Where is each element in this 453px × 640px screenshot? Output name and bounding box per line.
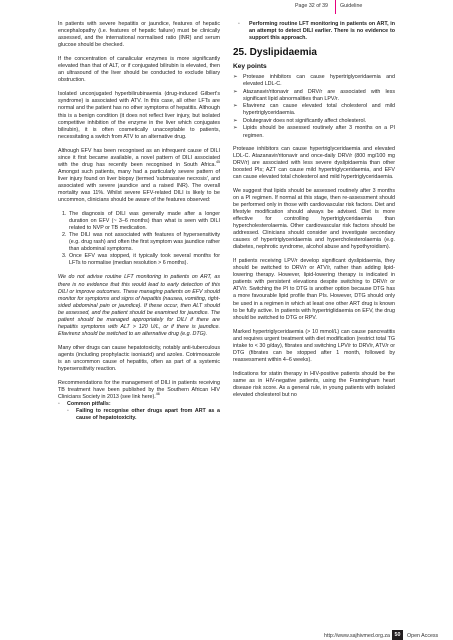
page-indicator: Page 32 of 39	[295, 3, 328, 9]
pitfall-item	[58, 408, 220, 422]
page-header	[0, 0, 453, 14]
paragraph: Isolated unconjugated hyperbilirubinaemia (drug-induced Gilbert's syndrome) is associated with ATV. In this case, all other LFTs are normal and the patient has no other symptoms of hepatitis. Although this is a benign condition (it does not reflect liver injury, but isolated competitive inhibition of the enzyme in the liver which conjugates bilirubin), it is often cosmetically unacceptable to patients, necessitating a switch from ATV to an alternative drug.	[58, 91, 220, 140]
bullet-marker: ◦	[238, 21, 240, 27]
pitfall-text: Performing routine LFT monitoring in patients on ART, in an attempt to detect DILI earlier. There is no evidence to support this approach.	[249, 21, 395, 42]
key-points-heading: Key points	[233, 63, 267, 71]
pitfall-item	[233, 21, 395, 42]
paragraph: In patients with severe hepatitis or jaundice, features of hepatic encephalopathy (i.e. features of hepatic failure) must be clinically assessed, and the international normalised ratio (INR) and serum glucose should be checked.	[58, 21, 220, 49]
key-point	[233, 118, 395, 125]
arrow-bullet-icon: ➢	[233, 117, 238, 124]
key-point-text: Dolutegravir does not significantly affect cholesterol.	[243, 117, 367, 124]
paragraph: If patients receiving LPV/r develop significant dyslipidaemia, they should be switched to DRV/r or ATV/r, rather than adding lipid-lowering therapy. However, lipid-lowering therapy is indicated in patients with persistent elevations despite switching to DRV/r or ATV/r. Switching the PI to DTG is another option because DTG has a more favourable lipid profile than PIs. However, DTG should only be used in a regimen in which at least one other ART drug is known to be fully active. In patients with hypertriglidaemia on EFV, the drug should be switched to DTG or RPV.	[233, 258, 395, 321]
arrow-bullet-icon: ➢	[233, 88, 238, 95]
paragraph: Indications for statin therapy in HIV-positive patients should be the same as in HIV-negative patients, using the Framingham heart disease risk score. As a general rule, in young patients with isolated elevated cholesterol but no	[233, 370, 395, 399]
paragraph: We suggest that lipids should be assessed routinely after 3 months on a PI regimen. If normal at this stage, then re-assessment should be performed only in those with cardiovascular risk factors. Diet and lifestyle modification should always be advised. Diet is more effective for controlling hypertriglyceridaemia than hypercholesterolaemia. Other cardiovascular risk factors should be addressed. Clinicians should consider and investigate secondary causes of hypertriglyceridaemia and hypercholesterolaemia (e.g. diabetes, nephrotic syndrome, alcohol abuse and hypothyroidism).	[233, 187, 395, 251]
arrow-bullet-icon: ➢	[233, 125, 238, 132]
reference-marker: 46	[155, 392, 160, 397]
arrow-bullet-icon: ➢	[233, 103, 238, 110]
pitfalls-list	[58, 401, 220, 422]
key-points-list	[233, 74, 395, 139]
arrow-bullet-icon: ➢	[233, 74, 238, 81]
key-point	[233, 89, 395, 103]
paragraph-text: Amongst such patients, many had a particularly severe pattern of liver injury found on liver biopsy (termed 'submassive necrosis', and associated with severe jaundice and a raised INR). The overall mortality was 11%. Whilst severe EFV-related DILI is likely to be uncommon, clinicians should be aware of the features observed:	[58, 168, 220, 204]
list-item: 2. The DILI was not associated with features of hypersensitivity (e.g. drug rash) and often the first symptom was jaundice rather than abdominal symptoms.	[68, 232, 220, 253]
section-heading: 25. Dyslipidaemia	[233, 47, 317, 59]
paragraph: Protease inhibitors can cause hypertriglyceridaemia and elevated LDL-C. Atazanavir/ritonavir and once-daily DRV/r (800 mg/100 mg DRV/r) are associated with less severe dyslipidaemia than other boosted PIs; AZT can cause mild hypertriglyceridaemia, and EFV can cause elevated total cholesterol and mild hypertriglyceridaemia.	[233, 145, 395, 180]
journal-link[interactable]: http://www.sajhivmed.org.za	[324, 633, 390, 639]
bullet-marker: ◦	[58, 401, 60, 408]
paragraph: If the concentration of canalicular enzymes is more significantly elevated than that of ALT, or if conjugated bilirubin is elevated, then an ultrasound of the liver should be conducted to exclude biliary obstruction.	[58, 56, 220, 84]
open-access-label: Open Access	[407, 633, 439, 639]
pitfalls-heading	[58, 401, 220, 408]
pitfalls-label: Common pitfalls:	[67, 401, 111, 408]
key-point-text: Atazanavir/ritonavir and DRV/r are associated with less significant lipid abnormalities than LPV/r.	[243, 88, 395, 102]
list-item: 3. Once EFV was stopped, it typically took several months for LFTs to normalise (median resolution > 6 months).	[68, 253, 220, 267]
key-point-text: Protease inhibitors can cause hypertriglyceridaemia and elevated LDL-C.	[243, 74, 395, 88]
key-point	[233, 125, 395, 139]
efv-features-list	[58, 211, 220, 267]
section-label: Guideline	[340, 3, 363, 9]
list-item: 1. The diagnosis of DILI was generally made after a longer duration on EFV (~ 3–6 months) than what is seen with DILI related to NVP or TB medication.	[68, 211, 220, 232]
page-number: 50	[392, 630, 403, 640]
paragraph: Many other drugs can cause hepatotoxicity, notably anti-tuberculous agents (including prophylactic isoniazid) and azoles. Cotrimoxazole is an uncommon cause of hepatitis, often as part of a systemic hypersensitivity reaction.	[58, 344, 220, 373]
paragraph	[58, 380, 220, 401]
key-point-text: Efavirenz can cause elevated total cholesterol and mild hypertriglyceridaemia.	[243, 103, 395, 117]
header-divider	[335, 0, 336, 14]
emphasized-text: We do not advise routine LFT monitoring in patients on ART, as there is no evidence that this would lead to early detection of this DILI or improve outcomes. These managing patients on EFV should monitor for symptoms and signs of hepatitis (nausea, vomiting, right-sided abdominal pain or jaundice). If these occur, then ALT should be assessed, and the patient should be examined for jaundice. The patient should be managed appropriately for DILI if there are hepatitis symptoms with ALT > 120 U/L, or if there is jaundice. Efavirenz should be switched to an alternative drug (e.g. DTG).	[58, 274, 220, 337]
paragraph-text: Recommendations for the management of DILI in patients receiving TB treatment have been published by the Southern African HIV Clinicians Society in 2013 (see link here).	[58, 380, 220, 401]
paragraph-text: Although EFV has been recognised as an infrequent cause of DILI since it first became available, a novel pattern of DILI associated with the drug has recently been recognised in South Africa.	[58, 147, 220, 168]
pitfall-text: Failing to recognise other drugs apart from ART as a cause of hepatotoxicity.	[76, 408, 220, 422]
right-column	[233, 21, 395, 406]
key-point	[233, 74, 395, 88]
key-point-text: Lipids should be assessed routinely after 3 months on a PI regimen.	[243, 125, 395, 139]
paragraph: Marked hypertriglyceridaemia (> 10 mmol/L) can cause pancreatitis and requires urgent treatment with diet modification (restrict total TG intake to < 30 g/day), fibrates and switching LPV/r to DRV/r, ATV/r or DTG (fibrates can be stopped after 1 month, followed by reassessment within 4–6 weeks).	[233, 328, 395, 363]
key-point	[233, 103, 395, 117]
paragraph	[58, 148, 220, 204]
left-column	[58, 21, 220, 429]
paragraph	[58, 274, 220, 337]
bullet-marker: ◦	[67, 408, 69, 415]
reference-marker: 45	[216, 160, 220, 165]
